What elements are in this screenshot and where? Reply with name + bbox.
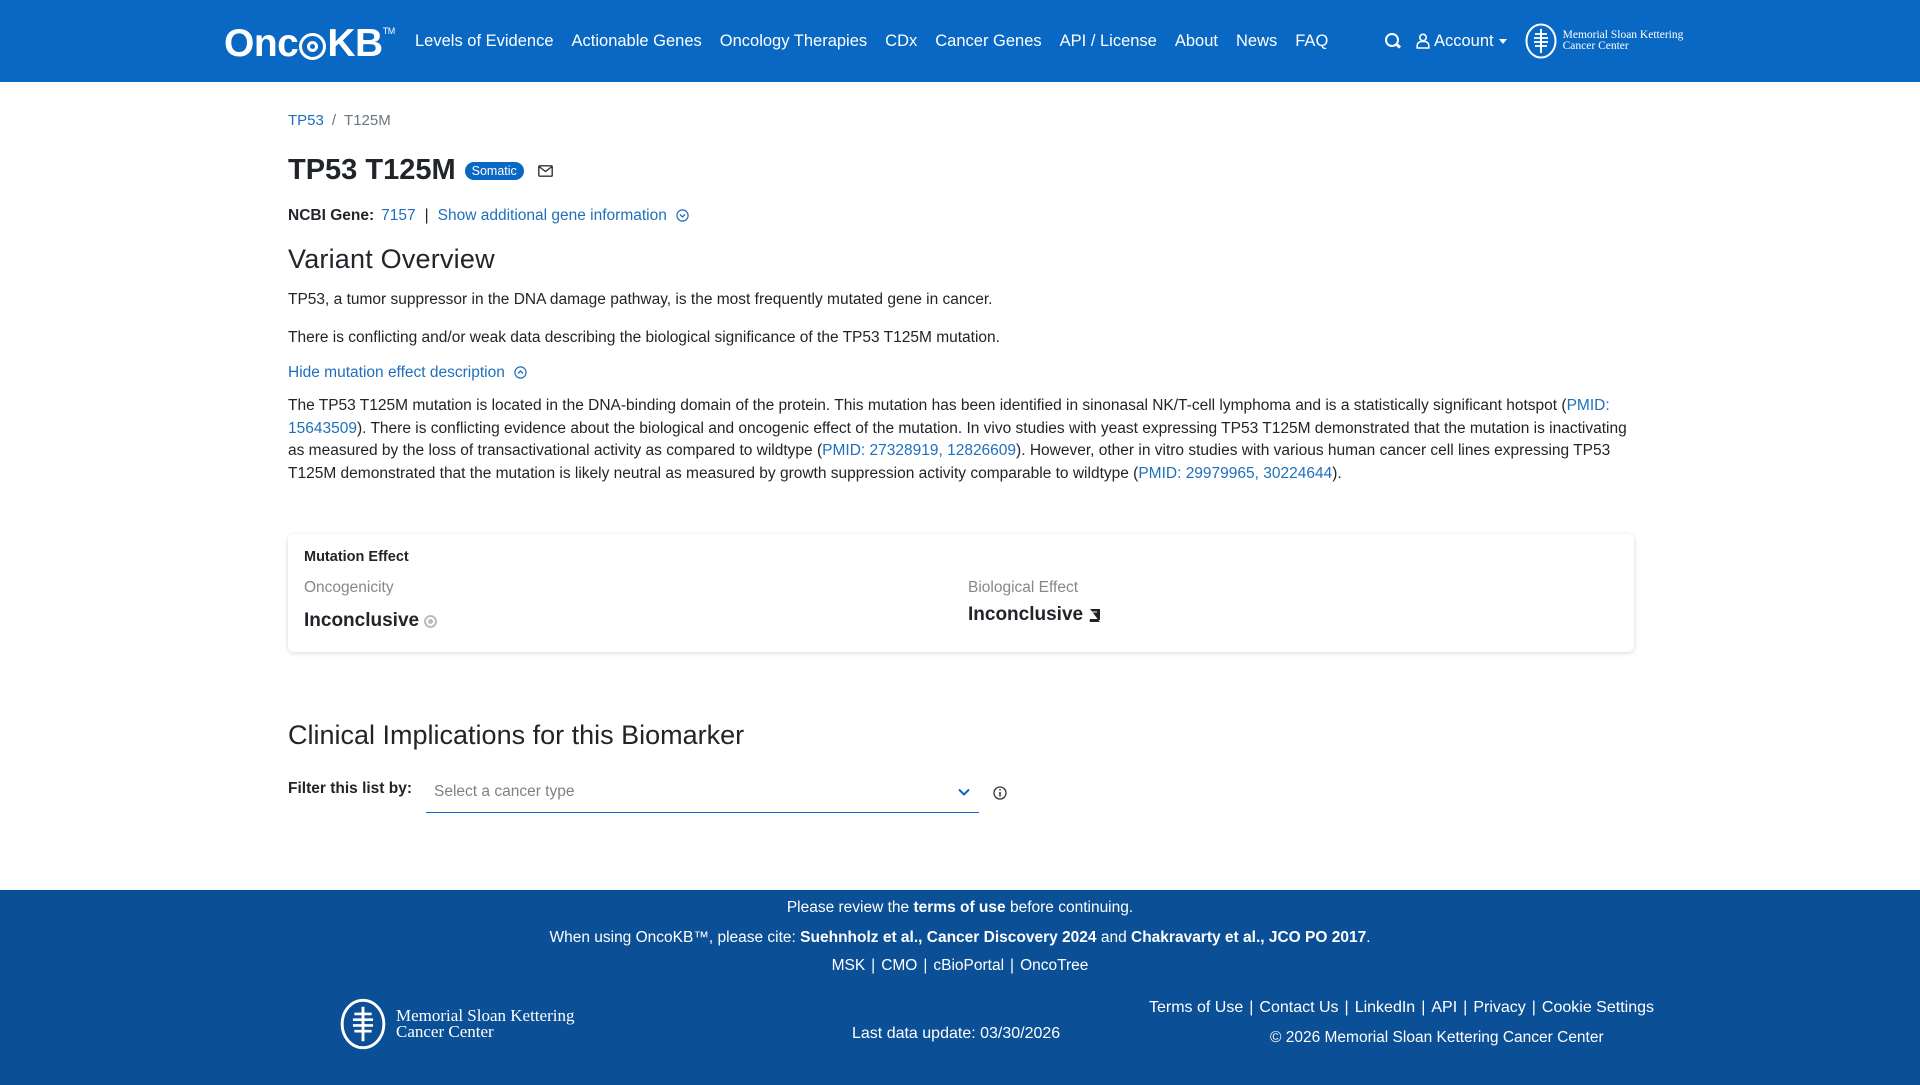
biological-effect-value-row [968,604,1100,626]
mutation-effect-description [288,395,1634,485]
overview-paragraph-1: TP53, a tumor suppressor in the DNA damage pathway, is the most frequently mutated gene in cancer. [288,291,993,308]
terms-notice [0,899,1920,917]
msk-logo-nav[interactable] [1525,23,1684,59]
nav-right [1384,0,1683,82]
desc-text-4: ). [1332,464,1342,482]
footer-links [1149,999,1654,1017]
pmid-link-1[interactable]: PMID: 15643509 [288,397,1610,437]
msk-nav-text [1563,30,1684,52]
show-gene-info-label: Show additional gene information [437,207,667,224]
footer-link-terms[interactable]: Terms of Use [1149,999,1244,1016]
logo-tm: TM [382,26,395,36]
clinical-implications-heading: Clinical Implications for this Biomarker [288,720,745,750]
msk-nav-line1: Memorial Sloan Kettering [1562,29,1684,41]
account-dropdown[interactable] [1416,32,1507,51]
footer-separator: | [1010,957,1015,974]
footer-link-linkedin[interactable]: LinkedIn [1354,999,1416,1016]
pmid-link-3[interactable]: PMID: 29979965, 30224644 [1138,464,1333,482]
page-title: TP53 T125M [288,154,456,186]
ncbi-gene-label: NCBI Gene: [288,207,375,224]
nav-link-cancer-genes[interactable]: Cancer Genes [935,31,1042,50]
nav-links [415,0,1346,82]
msk-emblem-icon [1525,23,1557,59]
footer-separator: | [1463,999,1468,1016]
partner-links [0,957,1920,975]
footer-separator: | [1249,999,1254,1016]
footer-separator: | [1344,999,1349,1016]
oncogenicity-value: Inconclusive [304,610,420,631]
oncogenicity-value-row [304,610,437,632]
msk-nav-line2: Cancer Center [1562,40,1629,52]
footer-link-api[interactable]: API [1431,999,1458,1016]
breadcrumb-separator: / [331,112,337,129]
nav-link-faq[interactable]: FAQ [1295,31,1329,50]
copyright: © 2026 Memorial Sloan Kettering Cancer Center [1270,1029,1604,1046]
mutation-effect-title: Mutation Effect [304,549,409,565]
desc-text-1: The TP53 T125M mutation is located in the DNA-binding domain of the protein. This mutation has been identified in sinonasal NK/T-cell lymphoma and is a statistically significant hotspot ( [288,397,1567,414]
terms-notice-post: before continuing. [1005,899,1134,916]
book-icon[interactable] [1088,609,1100,622]
hide-mutation-effect-label: Hide mutation effect description [288,364,505,381]
msk-emblem-icon [340,998,386,1050]
ncbi-gene-link[interactable]: 7157 [381,207,416,224]
somatic-badge: Somatic [465,162,524,180]
chevron-circle-up-icon [514,366,527,379]
footer-separator: | [871,957,876,974]
nav-link-news[interactable]: News [1236,31,1278,50]
oncokb-logo[interactable] [224,22,395,66]
nav-link-actionable-genes[interactable]: Actionable Genes [571,31,702,50]
oncogenicity-column [304,579,437,632]
variant-overview-heading: Variant Overview [288,244,495,274]
biological-effect-label: Biological Effect [968,579,1078,596]
footer-link-cookie-settings[interactable]: Cookie Settings [1541,999,1654,1016]
chevron-circle-down-icon [676,209,689,222]
account-label: Account [1434,31,1494,50]
show-gene-info-link[interactable] [438,207,690,225]
nav-link-levels-of-evidence[interactable]: Levels of Evidence [415,31,554,50]
nav-link-oncology-therapies[interactable]: Oncology Therapies [719,31,868,50]
mail-icon[interactable] [538,165,553,177]
nav-link-about[interactable]: About [1174,31,1218,50]
nav-link-cdx[interactable]: CDx [885,31,918,50]
footer-separator: | [1531,999,1536,1016]
terms-notice-pre: Please review the [786,899,914,916]
msk-logo-footer[interactable] [340,998,574,1050]
msk-footer-line1: Memorial Sloan Kettering [396,1006,575,1025]
partner-link-cbioportal[interactable]: cBioPortal [933,957,1005,974]
breadcrumb-alteration: T125M [344,112,391,129]
cite-pre: When using OncoKB™, please cite: [549,929,801,946]
logo-text-onc: Onc [224,22,299,65]
footer-link-privacy[interactable]: Privacy [1473,999,1526,1016]
logo-text-kb: KB [327,22,383,65]
hide-mutation-effect-link[interactable] [288,364,527,382]
msk-footer-text [396,1008,574,1040]
footer-separator: | [1421,999,1426,1016]
nav-link-api-license[interactable]: API / License [1059,31,1157,50]
partner-link-cmo[interactable]: CMO [881,957,918,974]
breadcrumb-gene-link[interactable]: TP53 [288,112,324,129]
partner-link-msk[interactable]: MSK [831,957,866,974]
breadcrumb [288,112,391,129]
desc-text-2: ). There is conflicting evidence about the biological and oncogenic effect of the mutation. In vivo studies with yeast expressing TP53 T125M demonstrated that the mutation is inactivating as measured by the loss of transactivational activity as compared to wildtype ( [288,419,1627,459]
cite-link-2[interactable]: Chakravarty et al., JCO PO 2017 [1131,929,1367,946]
search-icon[interactable] [1384,32,1402,50]
cite-end: . [1366,929,1371,946]
pipe-separator: | [424,207,429,224]
msk-footer-line2: Cancer Center [396,1022,494,1041]
top-navbar [0,0,1920,82]
footer-separator: | [923,957,928,974]
overview-paragraph-2: There is conflicting and/or weak data describing the biological significance of the TP53 T125M mutation. [288,329,1000,346]
pmid-link-2[interactable]: PMID: 27328919, 12826609 [822,442,1017,459]
cite-and: and [1096,929,1132,946]
info-icon[interactable] [993,786,1007,800]
last-data-update: Last data update: 03/30/2026 [852,1025,1061,1042]
terms-of-use-link[interactable]: terms of use [913,899,1006,916]
footer [0,890,1920,1085]
filter-row [288,772,1007,813]
footer-link-contact[interactable]: Contact Us [1259,999,1339,1016]
mutation-effect-card [288,534,1634,652]
ncbi-gene-row [288,207,689,225]
biological-effect-column [968,579,1100,626]
partner-link-oncotree[interactable]: OncoTree [1020,957,1089,974]
title-row [288,154,553,187]
oncogenicity-label: Oncogenicity [304,579,394,596]
user-icon [1416,33,1430,49]
chevron-down-icon [957,787,971,797]
cancer-type-placeholder: Select a cancer type [434,783,575,800]
oncogenicity-status-icon[interactable] [424,615,437,628]
caret-down-icon [1499,39,1507,44]
biological-effect-value: Inconclusive [968,604,1084,625]
filter-label: Filter this list by: [288,780,413,797]
citation-notice [0,929,1920,947]
desc-text-3: ). However, other in vitro studies with various human cancer cell lines expressing TP53 T125M demonstrated that the mutation is likely neutral as measured by growth suppression activity comparable to wildtype ( [288,442,1611,482]
target-icon [299,33,326,60]
cite-link-1[interactable]: Suehnholz et al., Cancer Discovery 2024 [800,929,1097,946]
cancer-type-select[interactable] [426,772,979,813]
